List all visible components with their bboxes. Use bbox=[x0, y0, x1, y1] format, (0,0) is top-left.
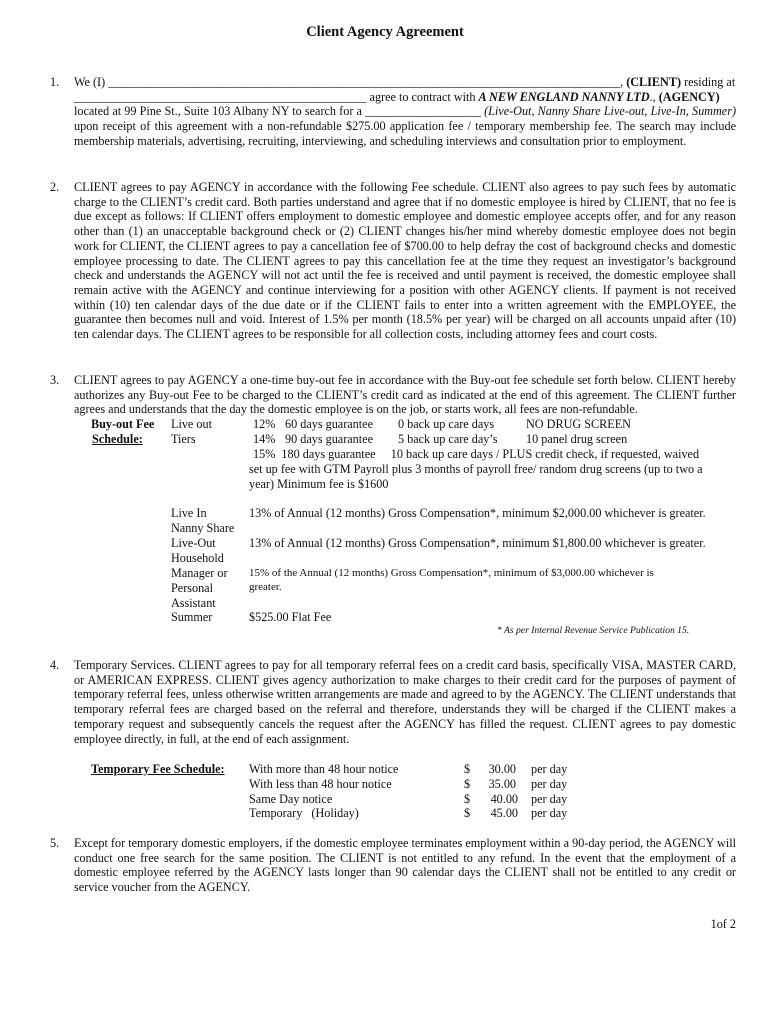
summer-fee: $525.00 Flat Fee bbox=[249, 610, 332, 624]
temp-fee-desc-2: With less than 48 hour notice bbox=[249, 777, 392, 791]
temp-fee-unit-1: per day bbox=[531, 762, 568, 776]
section-1: We (I) ____________________________________________________________________________________, (CLIENT) residing at ________________________________________________ agree to contract with A NEW ENGLAND NANNY LTD., (AGENCY) located at 99 Pine St., Suite 103 Albany NY to search for a ___________________ (Live-Out, Nanny Share Live-out, Live-In, Summer) upon receipt of this agreement with a non-refundable $275.00 application fee / temporary membership fee. The search may include membership materials, advertising, recruiting, interviewing, and scheduling interviews and consultation prior to employment. bbox=[74, 75, 737, 148]
s1-located: located at 99 Pine St., Suite 103 Albany NY to search for a bbox=[74, 104, 366, 119]
household-label-2: Manager or bbox=[171, 566, 228, 580]
temp-fee-currency-4: $ bbox=[464, 806, 471, 820]
s1-residing: residing at bbox=[681, 75, 736, 89]
temporary-fee-schedule-label: Temporary Fee Schedule: bbox=[91, 762, 225, 776]
section-number-2: 2. bbox=[50, 180, 60, 194]
temp-fee-currency-2: $ bbox=[464, 777, 471, 791]
temp-fee-unit-2: per day bbox=[531, 777, 568, 791]
tier-2-pct: 14% bbox=[253, 432, 276, 446]
household-label-4: Assistant bbox=[171, 596, 216, 610]
section-2 bbox=[74, 180, 736, 342]
client-name-blank: ____________________________________________________________________________________ bbox=[108, 75, 621, 89]
section-3 bbox=[74, 373, 736, 417]
section-5-text: Except for temporary domestic employers, if the domestic employee terminates employment within a 90-day period, the AGENCY will conduct one free search for the same position. The CLIENT is not entitled to any refund. In the event that the employment of a domestic employee referred by the AGENCY lasts longer than 90 calendar days the CLIENT shall not be entitled to any credit or service voucher from the AGENCY. bbox=[74, 836, 736, 895]
position-type-blank: ___________________ bbox=[365, 104, 481, 119]
s1-types: (Live-Out, Nanny Share Live-out, Live-In, Summer) bbox=[484, 104, 737, 119]
section-4-text: Temporary Services. CLIENT agrees to pay for all temporary referral fees on a credit card basis, specifically VISA, MASTER CARD, or AMERICAN EXPRESS. CLIENT gives agency authorization to make charges to their credit card for the purposes of payment of temporary referral fees, unless otherwise written arrangements are made and agreed to by the AGENCY. The CLIENT understands that temporary referral fees are charged based on the referral and therefore, understands they will be charged if the CLIENT makes a temporary request and subsequently cancels the request after the AGENCY has filled the request. CLIENT agrees to pay domestic employee directly, in full, at the end of each assignment. bbox=[74, 658, 736, 746]
tier-3-line-2: set up fee with GTM Payroll plus 3 months of payroll free/ random drug screens (up to two a bbox=[249, 462, 703, 476]
agency-name: A NEW ENGLAND NANNY LTD bbox=[478, 89, 650, 104]
section-2-text: CLIENT agrees to pay AGENCY in accordance with the following Fee schedule. CLIENT also agrees to pay such fees by automatic charge to the CLIENT’s credit card. Both parties understand and agree that if no domestic employee is hired by CLIENT, that no fee is due except as follows: If CLIENT offers employment to domestic employee and domestic employee accepts offer, and for any reason other than (1) an unacceptable background check or (2) CLIENT changes his/her mind whereby domestic employee does not begin work for CLIENT, the CLIENT agrees to pay a cancellation fee of $700.00 to help defray the cost of background checks and domestic employee processing to date. The CLIENT agrees to pay this cancellation fee at the time they request an investigator’s background check and understands the AGENCY will not act until the fee is received and until payment is received, the domestic employee shall remain active with the AGENCY and continue interviewing for a position with other AGENCY clients. If payment is not received within (10) ten calendar days of the due date or if the CLIENT fails to enter into a written agreement with the EMPLOYEE, the guarantee then becomes null and void. Interest of 1.5% per month (18.5% per year) will be charged on all accounts unpaid after (10) ten calendar days. The CLIENT agrees to be responsible for all collection costs, including attorney fees and court costs. bbox=[74, 180, 736, 342]
tier-1-extra: NO DRUG SCREEN bbox=[526, 417, 631, 431]
temp-fee-amount-3: 40.00 bbox=[490, 792, 518, 806]
household-label-1: Household bbox=[171, 551, 224, 565]
section-5 bbox=[74, 836, 736, 895]
liveout-label-1: Live out bbox=[171, 417, 212, 431]
livein-fee: 13% of Annual (12 months) Gross Compensation*, minimum $2,000.00 whichever is greater. bbox=[249, 506, 706, 520]
buyout-label-1: Buy-out Fee bbox=[91, 417, 155, 431]
nanny-share-label-1: Nanny Share bbox=[171, 521, 235, 535]
section-3-text: CLIENT agrees to pay AGENCY a one-time buy-out fee in accordance with the Buy-out fee schedule set forth below. CLIENT hereby authorizes any Buy-out Fee to be charged to the CLIENT’s credit card as indicated at the end of this agreement. The CLIENT further agrees and understands that the day the domestic employee is on the job, or starts work, all fees are non-refundable. bbox=[74, 373, 736, 417]
tier-3-line-1: 15% 180 days guarantee 10 back up care days / PLUS credit check, if requested, waived bbox=[253, 447, 700, 461]
buyout-label-2: Schedule: bbox=[92, 432, 143, 446]
s1-dot: ., bbox=[649, 89, 659, 104]
address-blank: ________________________________________________ bbox=[74, 89, 367, 104]
s1-agency-tag: (AGENCY) bbox=[658, 89, 720, 104]
summer-label: Summer bbox=[171, 610, 213, 624]
temp-fee-currency-1: $ bbox=[464, 762, 471, 776]
s1-agree: agree to contract with bbox=[366, 89, 479, 104]
tier-2-extra: 10 panel drug screen bbox=[526, 432, 628, 446]
irs-footnote: * As per Internal Revenue Service Publication 15. bbox=[497, 625, 690, 636]
liveout-label-2: Tiers bbox=[171, 432, 196, 446]
section-number-1: 1. bbox=[50, 75, 60, 89]
temp-fee-unit-4: per day bbox=[531, 806, 568, 820]
temp-fee-desc-1: With more than 48 hour notice bbox=[249, 762, 399, 776]
temp-fee-amount-1: 30.00 bbox=[488, 762, 516, 776]
s1-rest: upon receipt of this agreement with a non-refundable $275.00 application fee / temporary membership fee. The search may include membership materials, advertising, recruiting, interviewing, and scheduling interviews and consultation prior to employment. bbox=[74, 119, 736, 148]
household-fee-1: 15% of the Annual (12 months) Gross Compensation*, minimum of $3,000.00 whichever is bbox=[249, 567, 654, 579]
nanny-share-label-2: Live-Out bbox=[171, 536, 216, 550]
household-label-3: Personal bbox=[171, 581, 213, 595]
tier-1-pct: 12% bbox=[253, 417, 276, 431]
temp-fee-desc-4: Temporary (Holiday) bbox=[249, 806, 359, 820]
temp-fee-unit-3: per day bbox=[531, 792, 568, 806]
section-number-5: 5. bbox=[50, 836, 60, 850]
tier-3-line-3: year) Minimum fee is $1600 bbox=[249, 477, 389, 491]
section-number-4: 4. bbox=[50, 658, 60, 672]
temp-fee-desc-3: Same Day notice bbox=[249, 792, 333, 806]
tier-2-days: 90 days guarantee bbox=[285, 432, 373, 446]
nanny-share-fee: 13% of Annual (12 months) Gross Compensation*, minimum $1,800.00 whichever is greater. bbox=[249, 536, 706, 550]
section-4 bbox=[74, 658, 736, 746]
section-number-3: 3. bbox=[50, 373, 60, 387]
temp-fee-currency-3: $ bbox=[464, 792, 471, 806]
tier-2-backup: 5 back up care day’s bbox=[398, 432, 498, 446]
livein-label: Live In bbox=[171, 506, 207, 520]
page-number: 1of 2 bbox=[710, 917, 736, 931]
household-fee-2: greater. bbox=[249, 581, 282, 593]
document-title: Client Agency Agreement bbox=[306, 24, 464, 40]
temp-fee-amount-2: 35.00 bbox=[488, 777, 516, 791]
temp-fee-amount-4: 45.00 bbox=[490, 806, 518, 820]
tier-1-backup: 0 back up care days bbox=[398, 417, 495, 431]
tier-1-days: 60 days guarantee bbox=[285, 417, 373, 431]
s1-client: (CLIENT) bbox=[626, 75, 682, 89]
s1-we: We (I) bbox=[74, 75, 109, 89]
